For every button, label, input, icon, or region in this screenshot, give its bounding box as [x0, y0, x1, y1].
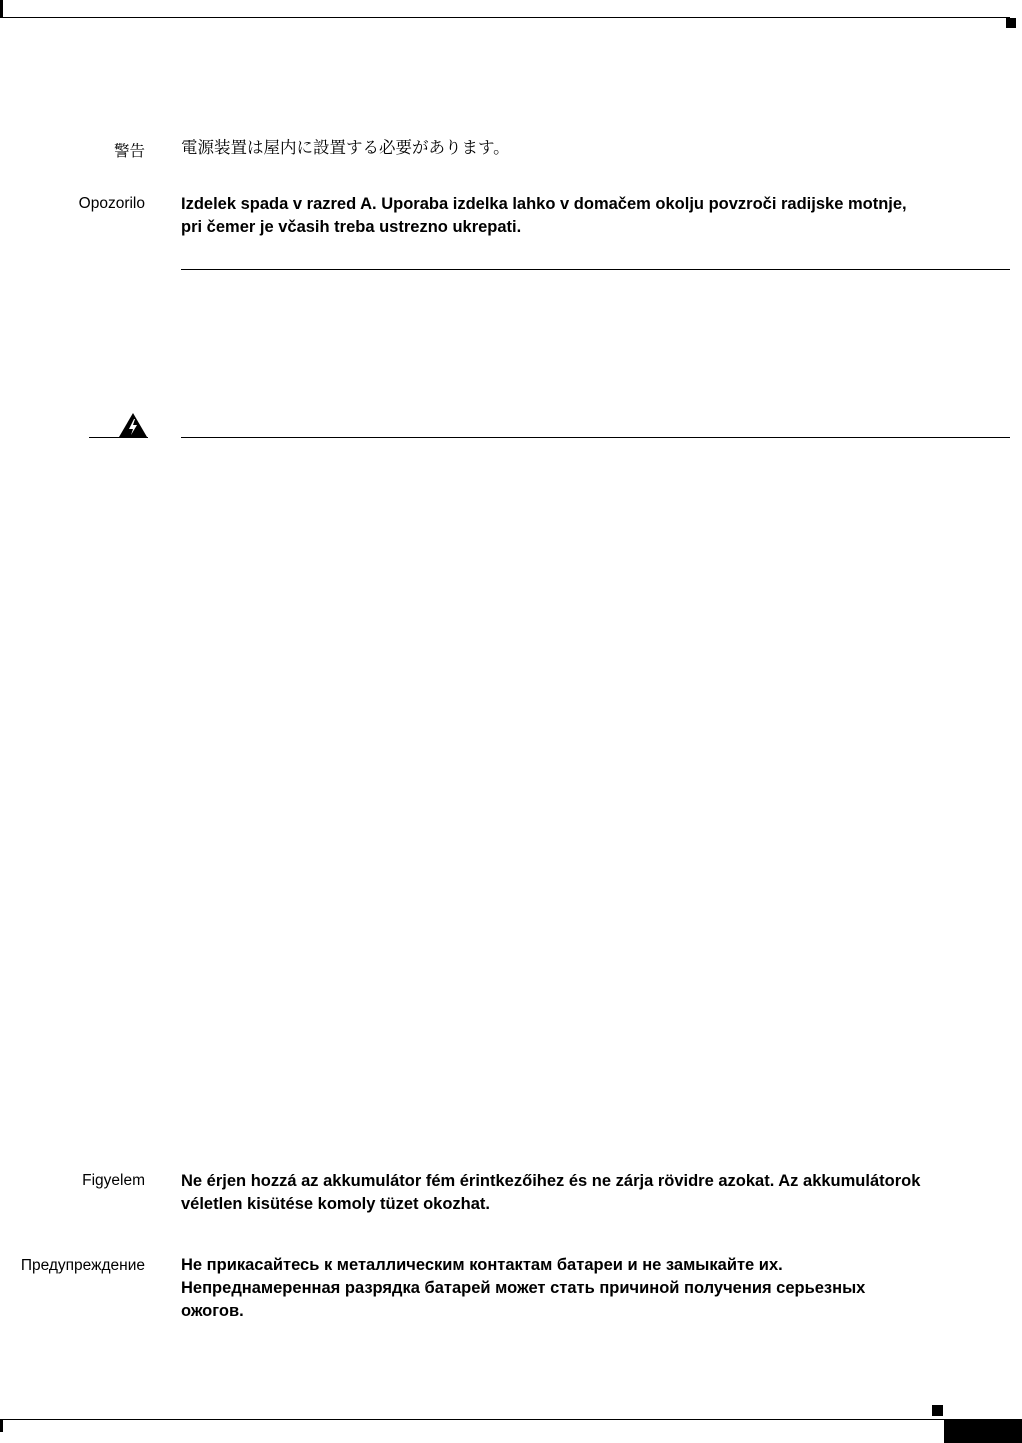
top-left-crop-mark — [0, 0, 3, 18]
warning-label-russian: Предупреждение — [20, 1257, 145, 1274]
warning-icon-underline — [89, 437, 148, 438]
warning-text-line: véletlen kisütése komoly tüzet okozhat. — [181, 1195, 491, 1213]
warning-label-hungarian: Figyelem — [82, 1172, 145, 1189]
footer-corner-mark — [932, 1405, 943, 1416]
bottom-left-crop-mark — [0, 1419, 3, 1432]
warning-text-line: ожогов. — [181, 1302, 244, 1320]
warning-text-line: Непреднамеренная разрядка батарей может стать причиной получения серьезных — [181, 1279, 866, 1297]
warning-label-slovenian: Opozorilo — [78, 195, 145, 212]
warning-section-rule — [181, 437, 1010, 438]
warning-text-japanese — [181, 137, 1011, 160]
warning-text-line: pri čemer je včasih treba ustrezno ukrepati. — [181, 218, 522, 236]
warning-text-russian — [181, 1254, 1011, 1323]
warning-text-hungarian — [181, 1170, 1011, 1216]
header-corner-mark — [1006, 18, 1016, 28]
warning-label-japanese: 警告 — [113, 143, 145, 160]
footer-page-tab — [944, 1420, 1022, 1443]
warning-triangle-lightning-icon — [118, 412, 148, 438]
warning-text-line: Izdelek spada v razred A. Uporaba izdelka lahko v domačem okolju povzroči radijske motnje, — [181, 195, 907, 213]
header-rule — [0, 17, 1010, 18]
warning-text-line: 電源装置は屋内に設置する必要があります。 — [181, 139, 510, 157]
warning-text-slovenian — [181, 193, 1011, 239]
warning-text-line: Ne érjen hozzá az akkumulátor fém érintkezőihez és ne zárja rövidre azokat. Az akkumulátorok — [181, 1172, 921, 1190]
footer-rule — [0, 1419, 1022, 1420]
warning-text-line: Не прикасайтесь к металлическим контактам батареи и не замыкайте их. — [181, 1256, 783, 1274]
section-end-rule — [181, 269, 1010, 270]
